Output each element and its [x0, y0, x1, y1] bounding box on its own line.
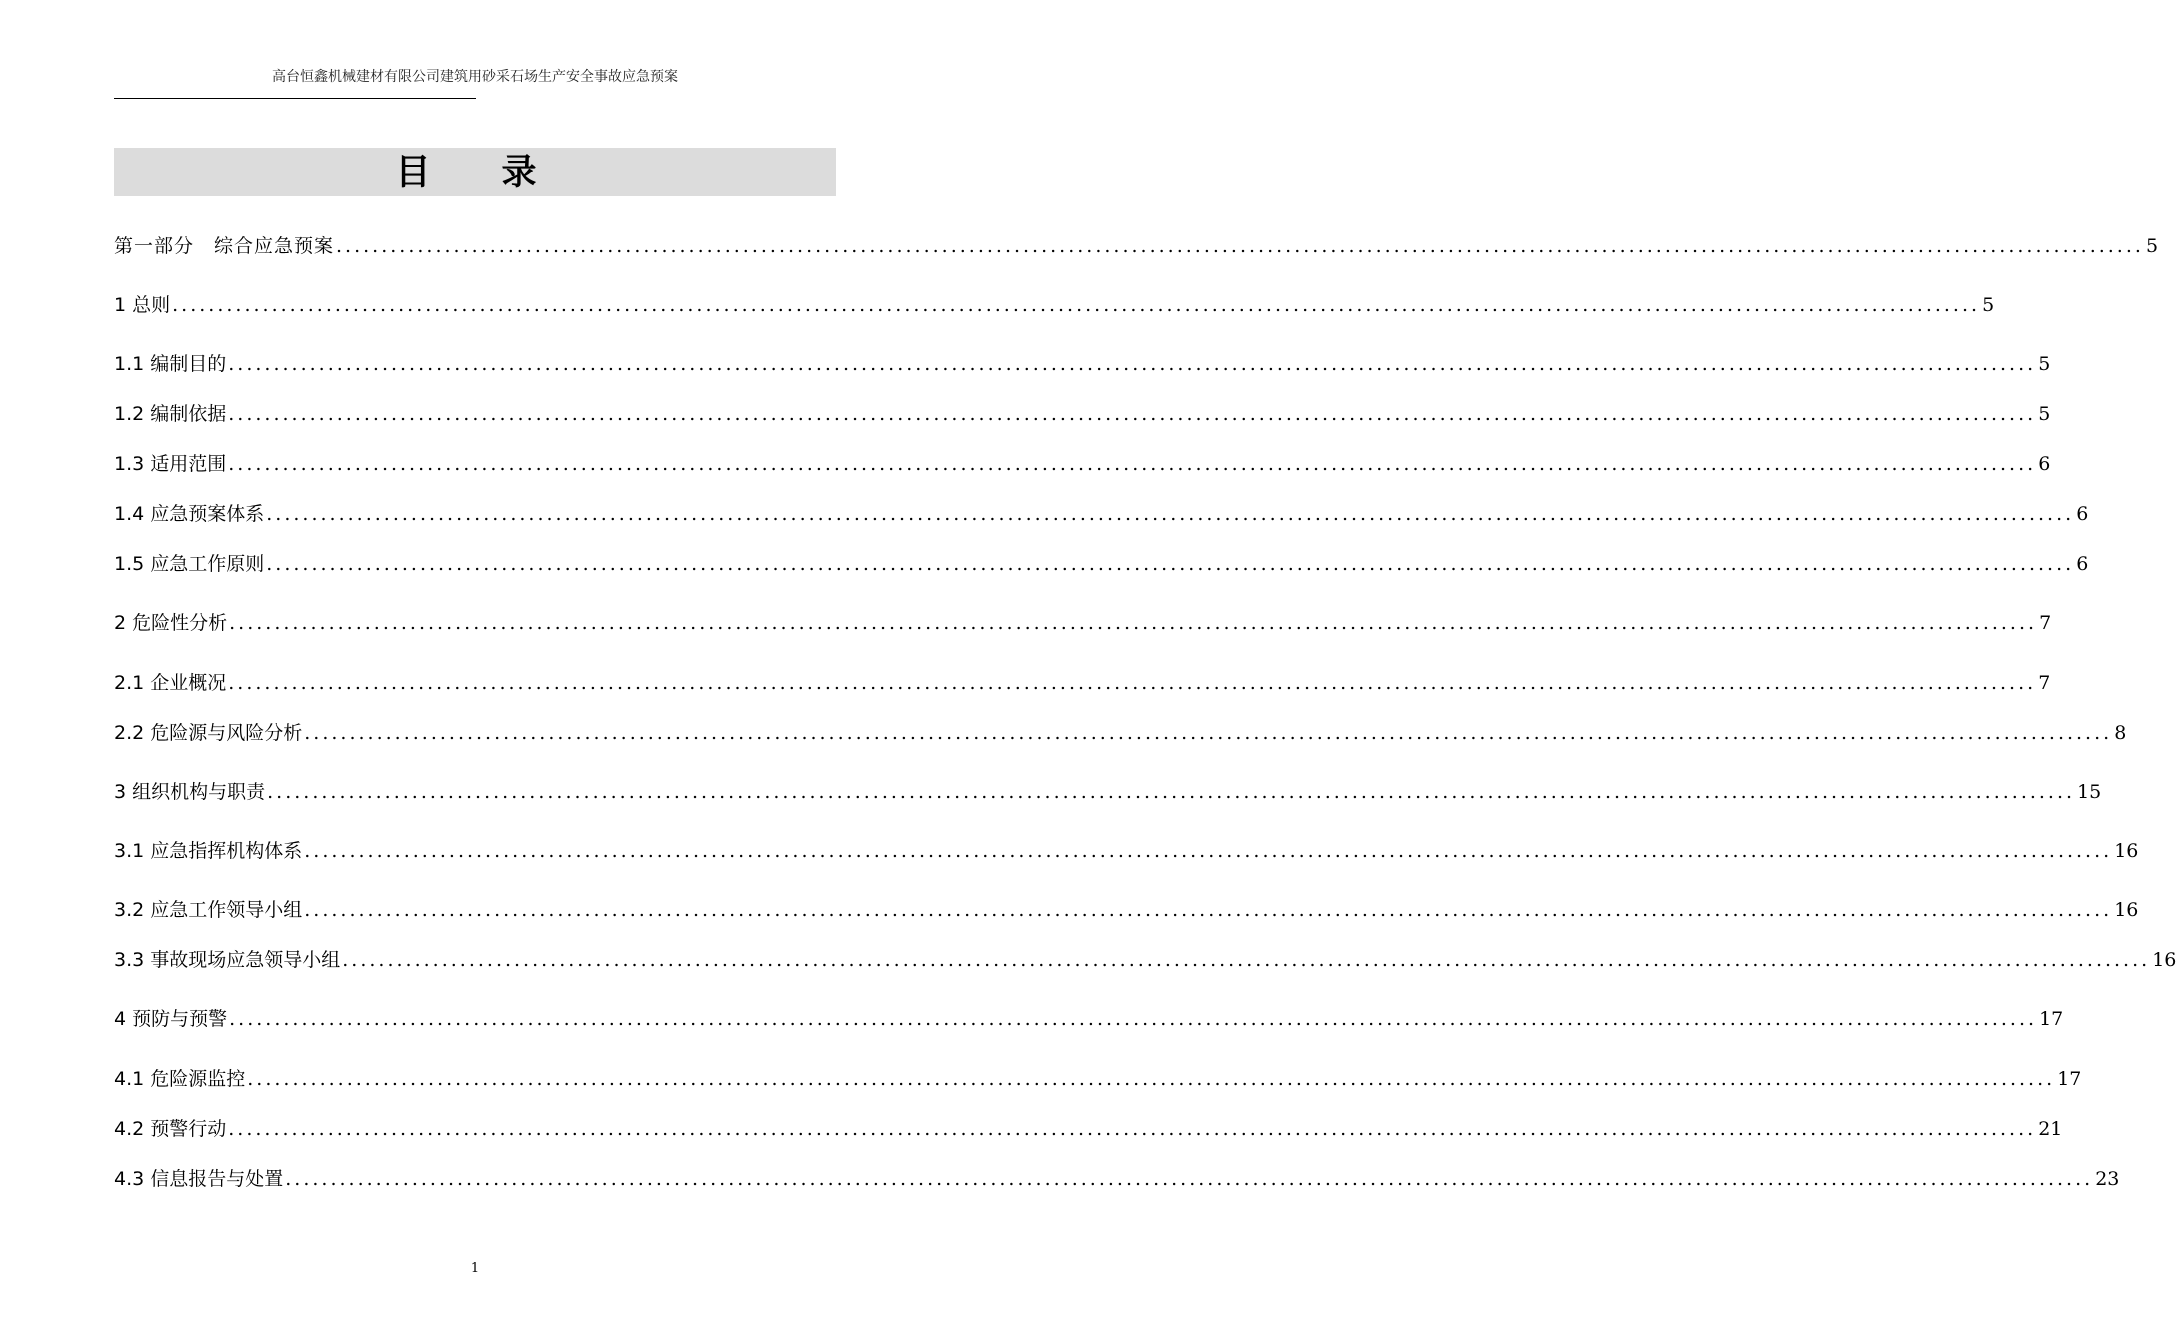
toc-entry[interactable] — [114, 233, 2159, 259]
toc-entry-page: 23 — [2095, 1168, 2120, 1190]
toc-entry[interactable] — [114, 897, 2139, 923]
toc-leader-dots: ........................................................................................................................................................................................................ — [304, 840, 2113, 862]
toc-leader-dots: ........................................................................................................................................................................................................ — [228, 453, 2037, 475]
toc-entry[interactable] — [114, 610, 2052, 636]
toc-entry[interactable] — [114, 1006, 2064, 1032]
toc-entry-label: 4 预防与预警 — [114, 1008, 228, 1030]
toc-entry-page: 16 — [2114, 899, 2139, 921]
toc-entry-page: 5 — [2145, 235, 2159, 257]
toc-entry-page: 8 — [2114, 722, 2127, 744]
toc-leader-dots: ........................................................................................................................................................................................................ — [229, 612, 2038, 634]
toc-leader-dots: ........................................................................................................................................................................................................ — [172, 294, 1981, 316]
toc-entry-label: 第一部分 综合应急预案 — [114, 235, 335, 257]
toc-entry-page: 5 — [2038, 353, 2051, 375]
toc-entry[interactable] — [114, 501, 2089, 527]
toc-entry-page: 17 — [2057, 1068, 2082, 1090]
toc-entry[interactable] — [114, 1116, 2063, 1142]
toc-entry[interactable] — [114, 351, 2051, 377]
toc-entry-label: 1.4 应急预案体系 — [114, 503, 265, 525]
toc-leader-dots: ........................................................................................................................................................................................................ — [229, 1008, 2038, 1030]
toc-entry-label: 4.2 预警行动 — [114, 1118, 227, 1140]
toc-entry-page: 5 — [1982, 294, 1995, 316]
header-rule — [114, 98, 476, 99]
toc-entry[interactable] — [114, 401, 2051, 427]
toc-leader-dots: ........................................................................................................................................................................................................ — [266, 553, 2075, 575]
toc-entry-label: 3 组织机构与职责 — [114, 781, 266, 803]
toc-leader-dots: ........................................................................................................................................................................................................ — [228, 403, 2037, 425]
toc-entry[interactable] — [114, 670, 2051, 696]
toc-entry-page: 7 — [2039, 612, 2052, 634]
toc-entry-page: 17 — [2039, 1008, 2064, 1030]
toc-entry-page: 7 — [2038, 672, 2051, 694]
toc-leader-dots: ........................................................................................................................................................................................................ — [336, 235, 2144, 257]
toc-entry-label: 1.5 应急工作原则 — [114, 553, 265, 575]
toc-entry-page: 6 — [2076, 503, 2089, 525]
toc-entry-label: 1.1 编制目的 — [114, 353, 227, 375]
toc-entry-label: 1.3 适用范围 — [114, 453, 227, 475]
page-title: 目 录 — [395, 153, 555, 193]
toc-entry-page: 21 — [2038, 1118, 2063, 1140]
toc-entry-label: 4.1 危险源监控 — [114, 1068, 246, 1090]
toc-entry-label: 2 危险性分析 — [114, 612, 228, 634]
toc-leader-dots: ........................................................................................................................................................................................................ — [247, 1068, 2056, 1090]
toc-entry[interactable] — [114, 551, 2089, 577]
page-number: 1 — [470, 1261, 480, 1276]
toc-leader-dots: ........................................................................................................................................................................................................ — [342, 949, 2151, 971]
toc-entry-page: 5 — [2038, 403, 2051, 425]
toc-entry-label: 1 总则 — [114, 294, 171, 316]
toc-entry-page: 15 — [2077, 781, 2102, 803]
toc-entry-label: 2.1 企业概况 — [114, 672, 227, 694]
toc-entry-page: 16 — [2114, 840, 2139, 862]
toc-entry[interactable] — [114, 720, 2127, 746]
toc-entry-label: 4.3 信息报告与处置 — [114, 1168, 284, 1190]
toc-entry-label: 3.1 应急指挥机构体系 — [114, 840, 303, 862]
toc-leader-dots: ........................................................................................................................................................................................................ — [304, 899, 2113, 921]
toc-entry-page: 6 — [2038, 453, 2051, 475]
toc-leader-dots: ........................................................................................................................................................................................................ — [228, 353, 2037, 375]
toc-entry[interactable] — [114, 292, 1995, 318]
toc-leader-dots: ........................................................................................................................................................................................................ — [228, 1118, 2037, 1140]
running-header: 高台恒鑫机械建材有限公司建筑用砂采石场生产安全事故应急预案 — [272, 69, 678, 85]
toc-entry-page: 6 — [2076, 553, 2089, 575]
toc-entry-label: 1.2 编制依据 — [114, 403, 227, 425]
toc-entry[interactable] — [114, 1066, 2082, 1092]
toc-entry[interactable] — [114, 1166, 2120, 1192]
toc-entry[interactable] — [114, 947, 2176, 973]
toc-entry-label: 3.2 应急工作领导小组 — [114, 899, 303, 921]
toc-leader-dots: ........................................................................................................................................................................................................ — [266, 503, 2075, 525]
toc-entry[interactable] — [114, 451, 2051, 477]
toc-leader-dots: ........................................................................................................................................................................................................ — [267, 781, 2076, 803]
toc-leader-dots: ........................................................................................................................................................................................................ — [228, 672, 2037, 694]
toc-leader-dots: ........................................................................................................................................................................................................ — [285, 1168, 2094, 1190]
toc-leader-dots: ........................................................................................................................................................................................................ — [304, 722, 2113, 744]
toc-entry[interactable] — [114, 779, 2102, 805]
toc-entry-label: 3.3 事故现场应急领导小组 — [114, 949, 341, 971]
toc-entry-label: 2.2 危险源与风险分析 — [114, 722, 303, 744]
toc-entry-page: 16 — [2152, 949, 2176, 971]
title-band — [114, 148, 836, 196]
toc-entry[interactable] — [114, 838, 2139, 864]
